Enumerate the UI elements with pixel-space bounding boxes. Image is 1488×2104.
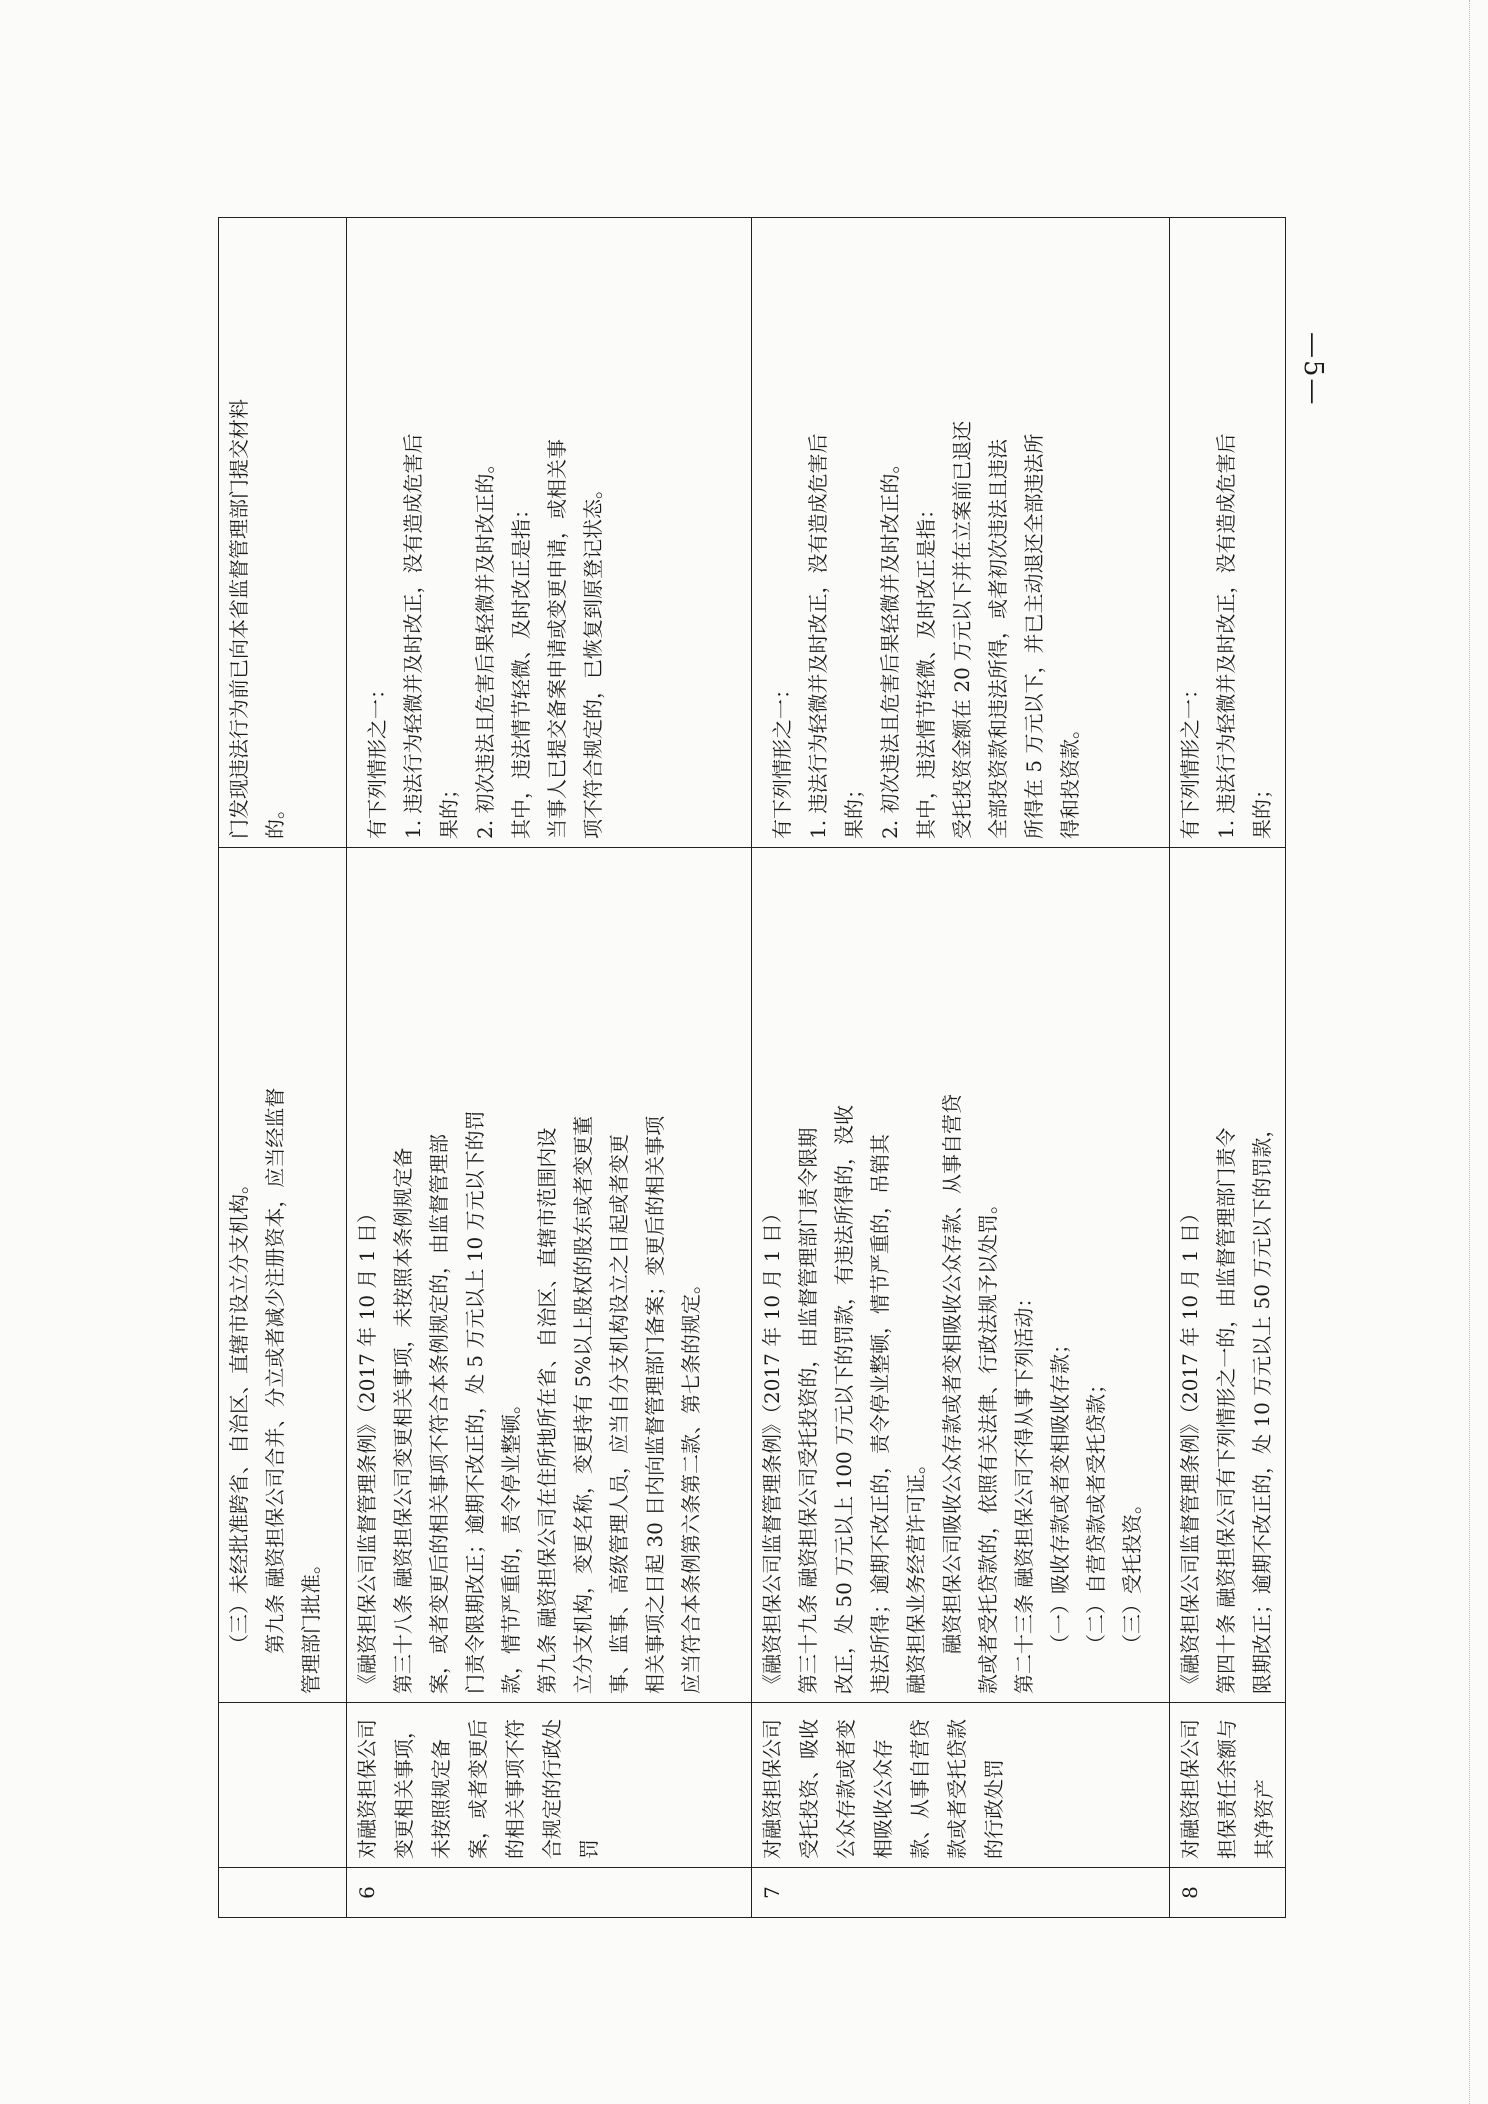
basis-line: 限期改正；逾期不改正的，处 10 万元以上 50 万元以下的罚款， bbox=[1250, 1117, 1274, 1694]
basis-line: 相关事项之日起 30 日内向监督管理部门备案；变更后的相关事项 bbox=[643, 1115, 667, 1694]
basis-line: 第四十条 融资担保公司有下列情形之一的，由监督管理部门责令 bbox=[1214, 1127, 1238, 1694]
standard-line: 项不符合规定的，已恢复到原登记状态。 bbox=[581, 478, 605, 839]
basis-line: 应当符合本条例第六条第二款、第七条的规定。 bbox=[679, 1274, 703, 1694]
standard-line: 所得在 5 万元以下，并已主动退还全部违法所 bbox=[1022, 433, 1046, 839]
standard-line: 1. 违法行为轻微并及时改正，没有造成危害后 bbox=[401, 433, 425, 839]
row-number: 8 bbox=[1170, 1868, 1286, 1918]
basis-line: 事、监事、高级管理人员，应当自分支机构设立之日起或者变更 bbox=[607, 1134, 631, 1694]
basis-line: 违法所得；逾期不改正的，责令停业整顿，情节严重的，吊销其 bbox=[868, 1134, 892, 1694]
basis-line: 案，或者变更后的相关事项不符合本条例规定的，由监督管理部 bbox=[427, 1134, 451, 1694]
cell-item bbox=[219, 1703, 347, 1868]
basis-line: （二）自营贷款或者受托贷款； bbox=[1084, 1374, 1108, 1654]
basis-line: 管理部门批准。 bbox=[299, 1554, 323, 1694]
cell-basis bbox=[219, 847, 347, 1702]
standard-line: 2. 初次违法且危害后果轻微并及时改正的。 bbox=[473, 453, 497, 839]
standard-line: 受托投资金额在 20 万元以下并在立案前已退还 bbox=[950, 420, 974, 839]
cell-basis bbox=[347, 847, 752, 1702]
penalty-table bbox=[218, 217, 1286, 1918]
basis-line: 立分支机构，变更名称，变更持有 5%以上股权的股东或者变更董 bbox=[571, 1115, 595, 1694]
basis-line: 《融资担保公司监督管理条例》（2017 年 10 月 1 日） bbox=[760, 1203, 784, 1694]
standard-line: 有下列情形之一： bbox=[1178, 678, 1202, 839]
basis-line: 融资担保业务经营许可证。 bbox=[904, 1454, 928, 1694]
basis-line: （一）吸收存款或者变相吸收存款； bbox=[1048, 1334, 1072, 1654]
standard-line: 当事人已提交备案申请或变更申请，或相关事 bbox=[545, 438, 569, 839]
basis-line: 改正，处 50 万元以上 100 万元以下的罚款，有违法所得的，没收 bbox=[832, 1104, 856, 1694]
basis-line: 门责令限期改正；逾期不改正的，处 5 万元以上 10 万元以下的罚 bbox=[463, 1110, 487, 1694]
standard-line: 果的； bbox=[437, 778, 461, 839]
basis-line: 款或者受托贷款的，依照有关法律、行政法规予以处罚。 bbox=[976, 1194, 1000, 1694]
standard-line: 1. 违法行为轻微并及时改正，没有造成危害后 bbox=[806, 433, 830, 839]
basis-line: （三）未经批准跨省、自治区、直辖市设立分支机构。 bbox=[227, 1174, 251, 1654]
basis-line: 融资担保公司吸收公众存款或者变相吸收公众存款、从事自营贷 bbox=[940, 1094, 964, 1654]
cell-standard bbox=[347, 217, 752, 847]
basis-line: 第二十三条 融资担保公司不得从事下列活动： bbox=[1012, 1287, 1036, 1694]
cell-standard bbox=[1170, 217, 1286, 847]
basis-line: （三）受托投资。 bbox=[1120, 1494, 1144, 1654]
scan-edge bbox=[1469, 0, 1474, 2104]
row-item-title: 对融资担保公司受托投资、吸收公众存款或者变相吸收公众存款、从事自营贷款或者受托贷款的行政处罚 bbox=[752, 1703, 1170, 1868]
table-row-6 bbox=[347, 217, 752, 1917]
basis-line: 《融资担保公司监督管理条例》（2017 年 10 月 1 日） bbox=[1178, 1203, 1202, 1694]
standard-line: 其中，违法情节轻微、及时改正是指： bbox=[914, 498, 938, 839]
standard-line: 果的； bbox=[842, 778, 866, 839]
basis-line: 第九条 融资担保公司在住所地所在省、自治区、直辖市范围内设 bbox=[535, 1127, 559, 1694]
standard-line: 有下列情形之一： bbox=[770, 678, 794, 839]
standard-line: 2. 初次违法且危害后果轻微并及时改正的。 bbox=[878, 453, 902, 839]
basis-line: 第三十九条 融资担保公司受托投资的，由监督管理部门责令限期 bbox=[796, 1127, 820, 1694]
cell-standard bbox=[219, 217, 347, 847]
standard-line: 全部投资款和违法所得，或者初次违法且违法 bbox=[986, 438, 1010, 839]
basis-line: 第九条 融资担保公司合并、分立或者减少注册资本，应当经监督 bbox=[263, 1087, 287, 1654]
cell-number bbox=[219, 1868, 347, 1918]
standard-line: 其中，违法情节轻微、及时改正是指： bbox=[509, 498, 533, 839]
cell-standard bbox=[752, 217, 1170, 847]
standard-line: 的。 bbox=[263, 798, 287, 839]
standard-line: 门发现违法行为前已向本省监督管理部门提交材料 bbox=[227, 398, 251, 839]
row-number: 6 bbox=[347, 1868, 752, 1918]
row-number: 7 bbox=[752, 1868, 1170, 1918]
basis-line: 第三十八条 融资担保公司变更相关事项，未按照本条例规定备 bbox=[391, 1147, 415, 1694]
standard-line: 1. 违法行为轻微并及时改正，没有造成危害后 bbox=[1214, 433, 1238, 839]
basis-line: 款，情节严重的，责令停业整顿。 bbox=[499, 1394, 523, 1694]
row-item-title: 对融资担保公司变更相关事项，未按照规定备案，或者变更后的相关事项不符合规定的行政处罚 bbox=[347, 1703, 752, 1868]
table-row-7 bbox=[752, 217, 1170, 1917]
table-row-8 bbox=[1170, 217, 1286, 1917]
standard-line: 有下列情形之一： bbox=[365, 678, 389, 839]
rotated-table-wrapper bbox=[218, 218, 1276, 1918]
standard-line: 得和投资款。 bbox=[1058, 718, 1082, 839]
basis-line: 《融资担保公司监督管理条例》（2017 年 10 月 1 日） bbox=[355, 1203, 379, 1694]
page-number: —5— bbox=[1298, 332, 1328, 407]
cell-basis bbox=[752, 847, 1170, 1702]
cell-basis bbox=[1170, 847, 1286, 1702]
standard-line: 果的； bbox=[1250, 778, 1274, 839]
row-item-title: 对融资担保公司担保责任余额与其净资产 bbox=[1170, 1703, 1286, 1868]
table-row-continuation bbox=[219, 217, 347, 1917]
